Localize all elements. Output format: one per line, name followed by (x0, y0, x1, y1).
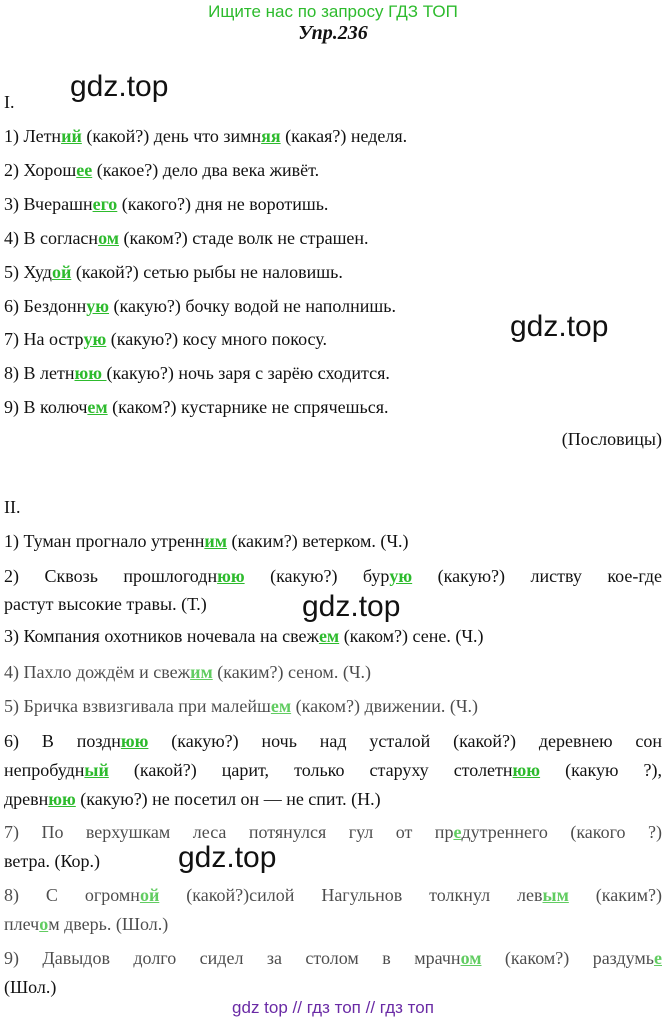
text-segment: (каком?) стаде волк не страшен. (118, 228, 369, 248)
ending-highlight: ее (76, 160, 93, 180)
text-segment: 8) С огромн (4, 885, 140, 905)
text-segment: 1) Летн (4, 126, 62, 146)
text-segment: (какой?)силой Нагульнов толкнул лев (159, 885, 543, 905)
text-segment: (каким?) ветерком. (Ч.) (227, 531, 409, 551)
text-segment: (каком?) сене. (Ч.) (339, 626, 484, 646)
text-line (4, 529, 662, 553)
exercise-title: Упр.236 (298, 22, 368, 44)
text-segment: (каким?) сеном. (Ч.) (212, 662, 372, 682)
text-segment: 3) Вчерашн (4, 194, 93, 214)
text-segment: (какую?) ночь заря с зарёю сходится. (106, 363, 390, 383)
proverbs-source: (Пословицы) (561, 429, 662, 449)
ending-highlight: ым (542, 885, 569, 905)
text-segment: (какую?) бур (244, 566, 390, 586)
text-line (4, 592, 662, 616)
text-segment: 1) Туман прогнало утренн (4, 531, 205, 551)
text-segment: 3) Компания охотников ночевала на свеж (4, 626, 319, 646)
text-segment: (какое?) дело два века живёт. (92, 160, 320, 180)
text-line (4, 729, 662, 753)
text-line (4, 946, 662, 970)
ending-highlight: юю (512, 760, 541, 780)
text-segment: непробудн (4, 760, 85, 780)
text-line (4, 158, 662, 182)
ending-highlight: им (204, 531, 228, 551)
footer (0, 998, 666, 1018)
text-segment: 4) Пахло дождём и свеж (4, 662, 191, 682)
text-line (4, 361, 662, 385)
text-segment: дутреннего (какого ?) (461, 822, 662, 842)
text-segment: 8) В летн (4, 363, 75, 383)
text-segment: (какую?) бочку водой не наполнишь. (109, 296, 396, 316)
section-1-label: I. (4, 92, 15, 112)
text-segment: (каком?) движении. (Ч.) (291, 696, 479, 716)
text-segment: (какую?) ночь над усталой (какой?) деревнею сон (148, 731, 662, 751)
ending-highlight: ий (61, 126, 82, 146)
ending-highlight: им (190, 662, 213, 682)
text-segment: 5) Бричка взвизгивала при малейш (4, 696, 271, 716)
ending-highlight: ую (389, 566, 413, 586)
text-segment: плеч (4, 914, 40, 934)
text-segment: 7) На остр (4, 329, 84, 349)
ending-highlight: ую (86, 296, 110, 316)
text-line (4, 975, 662, 999)
text-segment: 4) В согласн (4, 228, 99, 248)
watermark: gdz.top (178, 841, 277, 874)
text-line (4, 294, 662, 318)
text-line (4, 820, 662, 844)
ending-highlight: ой (51, 262, 72, 282)
ending-highlight: е (453, 822, 462, 842)
text-line (4, 260, 662, 284)
top-banner[interactable]: Ищите нас по запросу ГДЗ ТОП (208, 2, 458, 21)
text-segment: 6) Бездонн (4, 296, 87, 316)
ending-highlight: е (653, 948, 662, 968)
ending-highlight: юю (48, 789, 76, 809)
text-line (4, 395, 662, 419)
text-line (4, 124, 662, 148)
ending-highlight: яя (261, 126, 281, 146)
watermark: gdz.top (510, 310, 609, 343)
ending-highlight: ем (87, 397, 108, 417)
text-segment: (какой?) сетью рыбы не наловишь. (71, 262, 343, 282)
ending-highlight: ый (84, 760, 109, 780)
text-line (4, 787, 662, 811)
footer-separator: // (292, 998, 302, 1017)
text-segment: (какую?) не посетил он — не спит. (Н.) (75, 789, 381, 809)
text-segment: 2) Хорош (4, 160, 77, 180)
text-segment: (какую?) косу много покосу. (106, 329, 328, 349)
text-segment: (каким?) (568, 885, 662, 905)
text-line (4, 912, 662, 936)
ending-highlight: ом (460, 948, 482, 968)
text-line (4, 192, 662, 216)
text-line (4, 849, 662, 873)
ending-highlight: о (39, 914, 49, 934)
watermark: gdz.top (70, 70, 169, 103)
text-line (4, 694, 662, 718)
footer-link[interactable]: гдз топ (379, 998, 434, 1017)
text-segment: (какая?) неделя. (280, 126, 408, 146)
text-segment: (какую?) листву кое-где (412, 566, 662, 586)
text-segment: 9) В колюч (4, 397, 88, 417)
text-segment: (Шол.) (4, 977, 57, 997)
text-segment: древн (4, 789, 49, 809)
footer-separator: // (365, 998, 376, 1017)
text-line (4, 758, 662, 782)
footer-link[interactable]: гдз топ (306, 998, 361, 1017)
ending-highlight: юю (74, 363, 107, 383)
text-segment: (каком?) кустарнике не спрячешься. (107, 397, 389, 417)
text-segment: м дверь. (Шол.) (48, 914, 169, 934)
ending-highlight: ой (139, 885, 160, 905)
text-segment: 5) Худ (4, 262, 52, 282)
ending-highlight: юю (217, 566, 245, 586)
text-segment: (какой?) день что зимн (81, 126, 262, 146)
text-segment: (какую ?), (540, 760, 662, 780)
watermark: gdz.top (302, 590, 401, 623)
text-segment: растут высокие травы. (Т.) (4, 594, 207, 614)
text-segment: 2) Сквозь прошлогодн (4, 566, 218, 586)
text-segment: 9) Давыдов долго сидел за столом в мрачн (4, 948, 461, 968)
text-line (4, 660, 662, 684)
text-segment: 6) В поздн (4, 731, 121, 751)
footer-link[interactable]: gdz top (232, 998, 288, 1017)
text-line (4, 883, 662, 907)
text-segment: (какой?) царит, только старуху столетн (108, 760, 513, 780)
ending-highlight: юю (120, 731, 149, 751)
text-segment: (какого?) дня не воротишь. (117, 194, 329, 214)
text-segment: ветра. (Кор.) (4, 851, 101, 871)
ending-highlight: ом (98, 228, 119, 248)
ending-highlight: его (92, 194, 118, 214)
text-line (4, 226, 662, 250)
text-line (4, 564, 662, 588)
ending-highlight: ем (270, 696, 292, 716)
ending-highlight: ую (83, 329, 107, 349)
text-line (4, 327, 662, 351)
ending-highlight: ем (318, 626, 340, 646)
section-2-label: II. (4, 497, 21, 517)
text-segment: 7) По верхушкам леса потянулся гул от пр (4, 822, 454, 842)
text-line (4, 624, 662, 648)
text-segment: (каком?) раздумь (481, 948, 654, 968)
